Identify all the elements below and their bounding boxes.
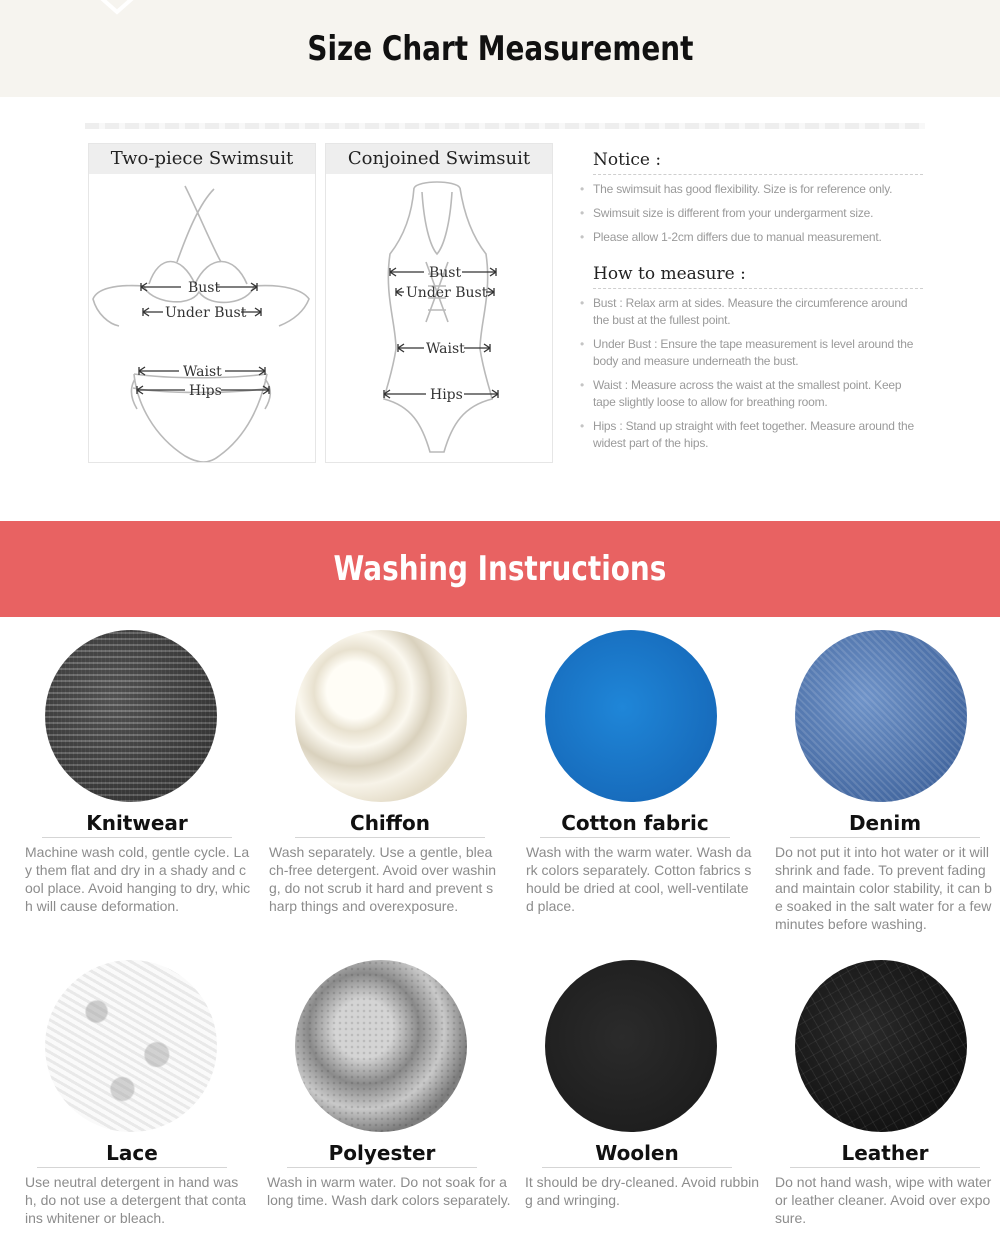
- label-bust: Bust: [188, 280, 221, 296]
- notice-list: [593, 181, 923, 246]
- divider: [85, 123, 925, 129]
- fabric-description: Wash in warm water. Do not soak for a long time. Wash dark colors separately.: [267, 1174, 511, 1208]
- two-piece-diagram-card: [88, 143, 316, 463]
- fabric-title: Denim: [790, 811, 980, 838]
- fabric-description: Do not hand wash, wipe with water or leather cleaner. Avoid over exposure.: [775, 1174, 992, 1226]
- size-notes: [593, 150, 923, 459]
- how-to-item: • Bust : Relax arm at sides. Measure the circumference around the bust at the fullest point.: [593, 295, 923, 329]
- washing-header: [0, 521, 1000, 617]
- fabric-description: Machine wash cold, gentle cycle. Lay them flat and dry in a shady and cool place. Avoid hanging to dry, which will cause deformation.: [25, 844, 251, 914]
- size-chart-header: [0, 0, 1000, 97]
- label-under-bust: Under Bust: [165, 305, 247, 321]
- fabric-description: Use neutral detergent in hand wash, do not use a detergent that contains whitener or bleach.: [25, 1174, 247, 1226]
- fabric-description: Do not put it into hot water or it will shrink and fade. To prevent fading and maintain color stability, it can be soaked in the salt water for a few minutes before washing.: [775, 844, 992, 932]
- leather-swatch: [795, 960, 967, 1132]
- how-to-item: • Under Bust : Ensure the tape measurement is level around the body and measure underneath the bust.: [593, 336, 923, 370]
- label-hips: Hips: [189, 383, 222, 399]
- fabric-title: Leather: [790, 1141, 980, 1168]
- notice-item: • The swimsuit has good flexibility. Size is for reference only.: [593, 181, 923, 198]
- how-to-heading: How to measure :: [593, 264, 923, 289]
- ribbon-icon: [95, 0, 141, 16]
- label-waist: Waist: [183, 364, 222, 380]
- fabric-title: Cotton fabric: [540, 811, 730, 838]
- conjoined-diagram-card: [325, 143, 553, 463]
- fabric-title: Woolen: [542, 1141, 732, 1168]
- bikini-diagram: [89, 174, 315, 462]
- label-hips: Hips: [430, 387, 463, 403]
- label-under-bust: Under Bust: [406, 285, 488, 301]
- fabric-description: Wash separately. Use a gentle, bleach-free detergent. Avoid over washing, do not scrub it hard and prevent sharp things and overexposure.: [269, 844, 496, 914]
- how-to-item: • Hips : Stand up straight with feet together. Measure around the widest part of the hips.: [593, 418, 923, 452]
- size-chart-title: Size Chart Measurement: [306, 28, 694, 69]
- notice-item: • Swimsuit size is different from your undergarment size.: [593, 205, 923, 222]
- label-bust: Bust: [429, 265, 462, 281]
- woolen-swatch: [545, 960, 717, 1132]
- one-piece-diagram: [326, 174, 552, 462]
- fabric-title: Chiffon: [295, 811, 485, 838]
- notice-item: • Please allow 1-2cm differs due to manual measurement.: [593, 229, 923, 246]
- polyester-swatch: [295, 960, 467, 1132]
- notice-heading: Notice :: [593, 150, 923, 175]
- card-title: Two-piece Swimsuit: [89, 144, 315, 174]
- fabric-title: Polyester: [287, 1141, 477, 1168]
- label-waist: Waist: [426, 341, 465, 357]
- fabric-title: Knitwear: [42, 811, 232, 838]
- cotton-swatch: [545, 630, 717, 802]
- knitwear-swatch: [45, 630, 217, 802]
- fabric-title: Lace: [37, 1141, 227, 1168]
- card-title: Conjoined Swimsuit: [326, 144, 552, 174]
- how-to-list: [593, 295, 923, 452]
- fabric-description: Wash with the warm water. Wash dark colors separately. Cotton fabrics should be dried at cool, well-ventilated place.: [526, 844, 752, 914]
- washing-title: Washing Instructions: [333, 549, 667, 589]
- fabric-description: It should be dry-cleaned. Avoid rubbing and wringing.: [525, 1174, 760, 1208]
- denim-swatch: [795, 630, 967, 802]
- how-to-item: • Waist : Measure across the waist at the smallest point. Keep tape slightly loose to allow for breathing room.: [593, 377, 923, 411]
- lace-swatch: [45, 960, 217, 1132]
- chiffon-swatch: [295, 630, 467, 802]
